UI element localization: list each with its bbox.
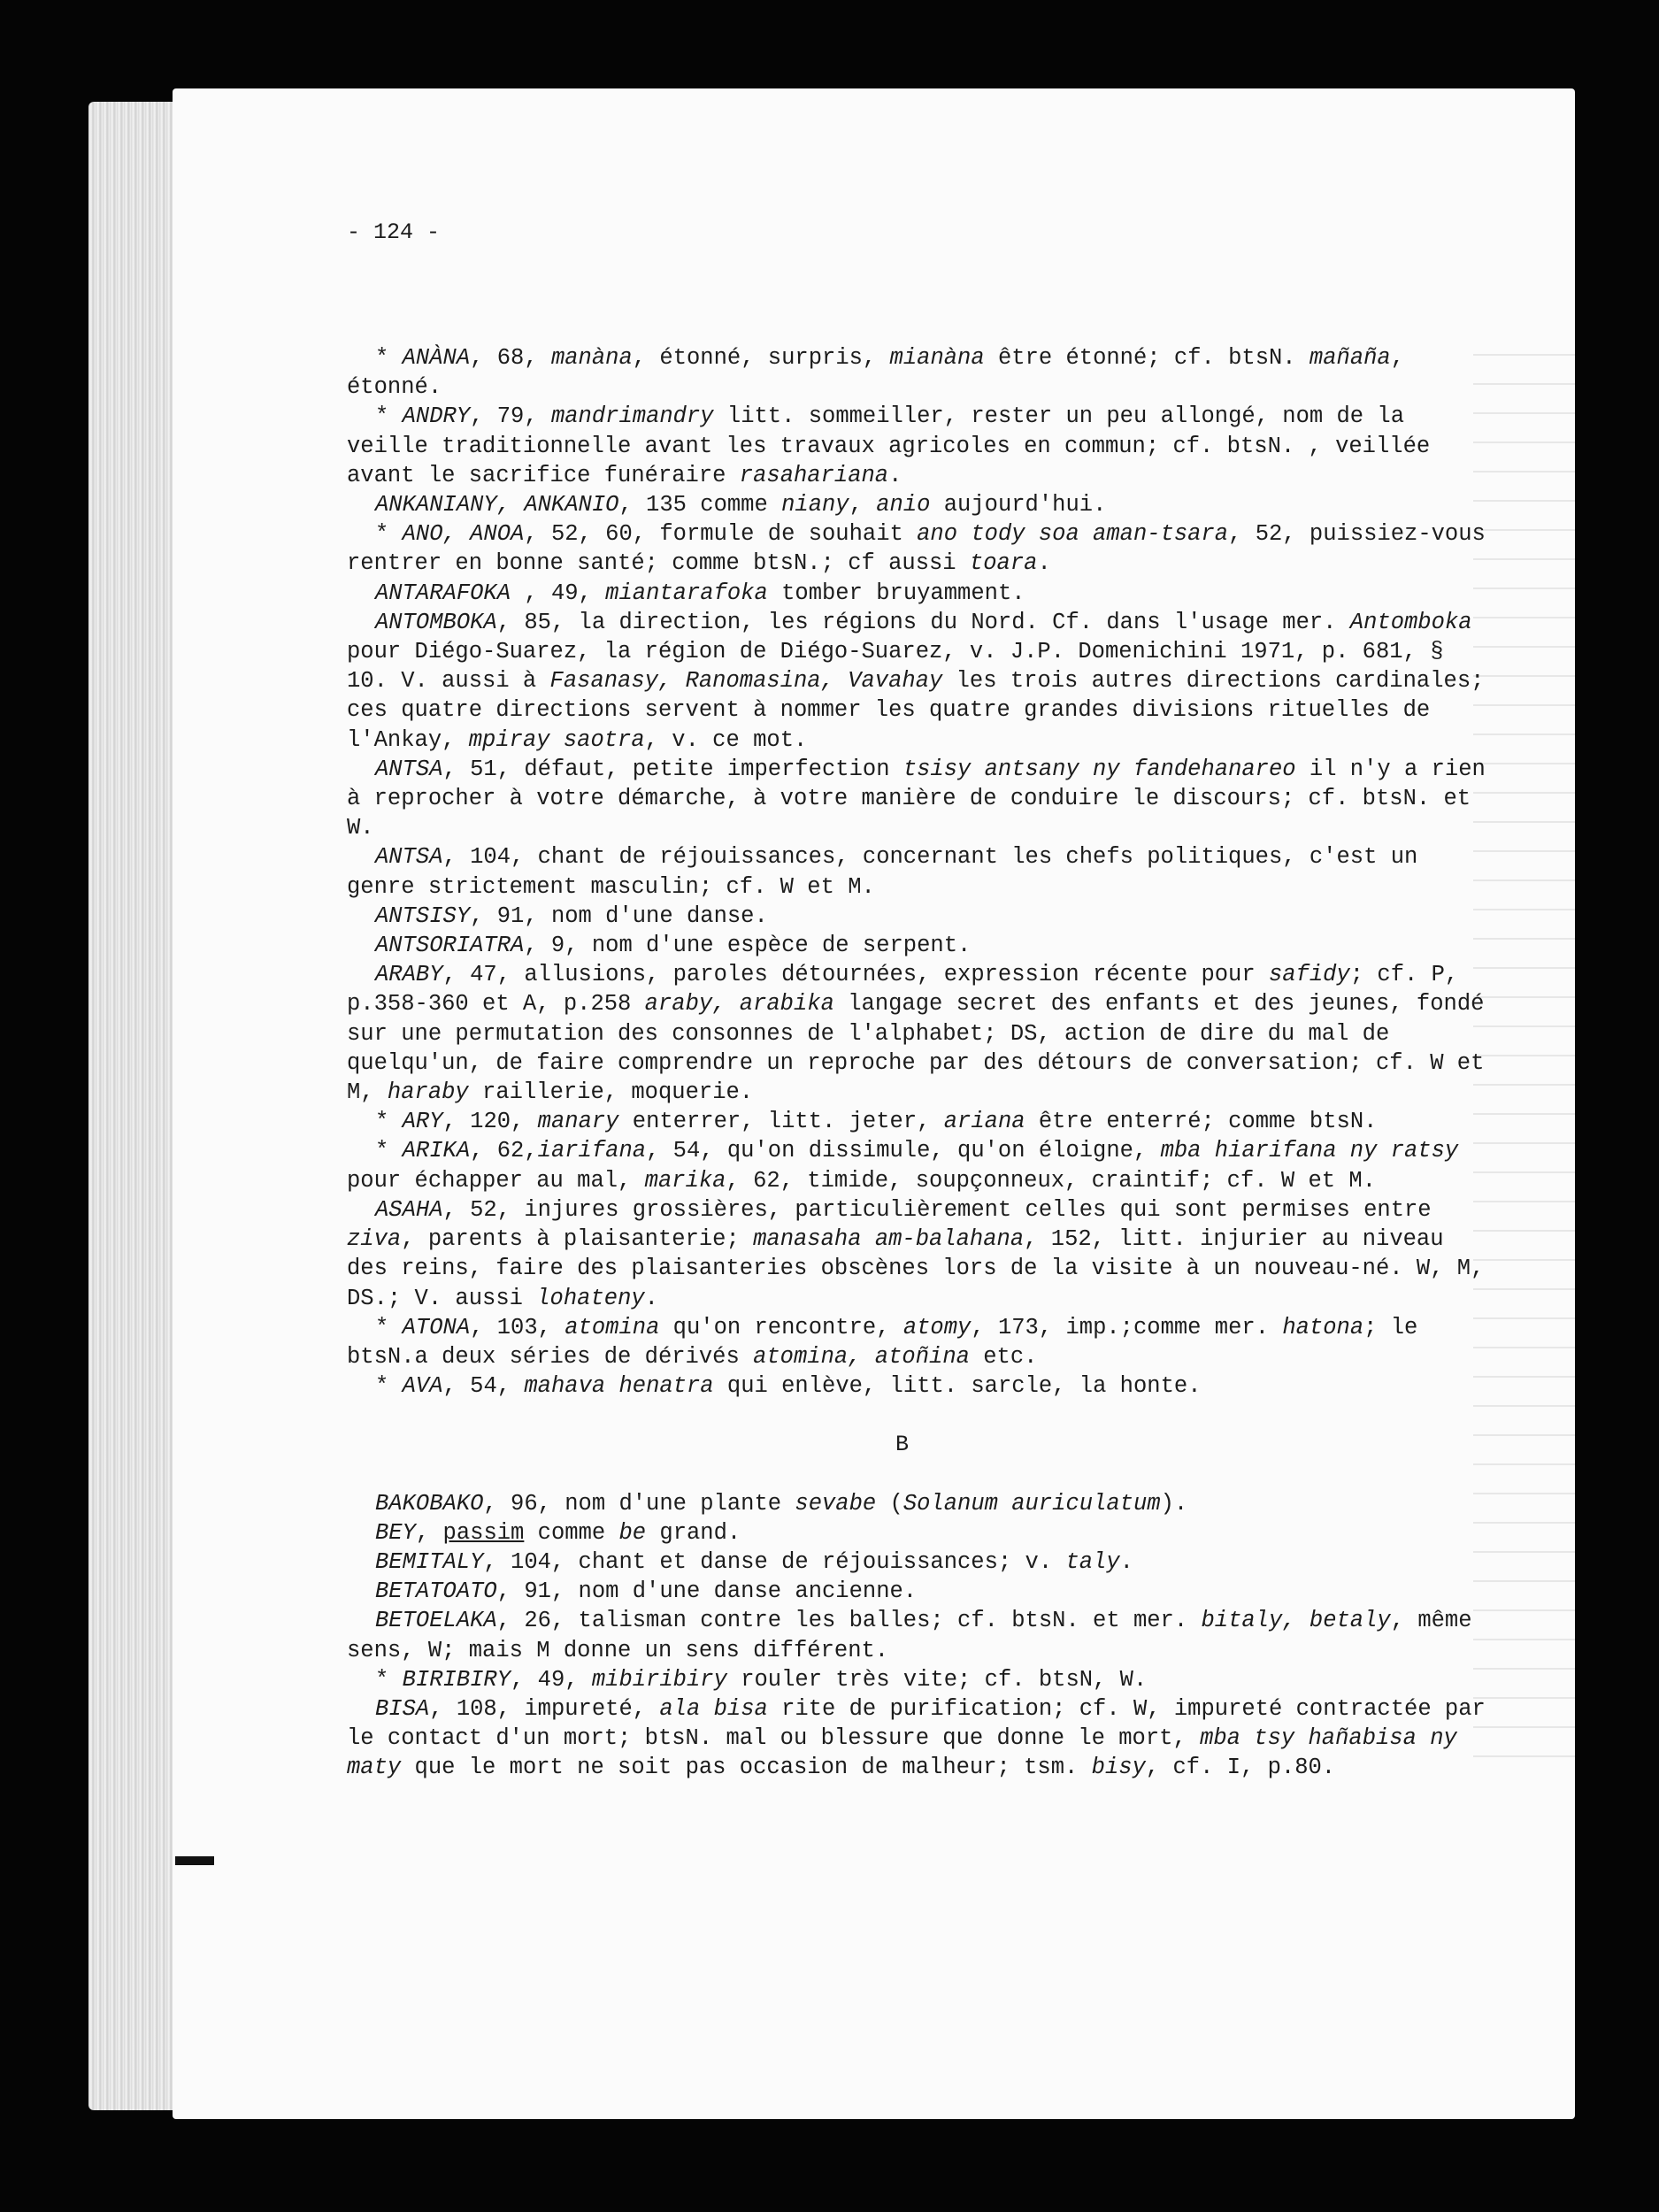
italic-term: manasaha am-balahana xyxy=(753,1226,1025,1253)
asterisk-mark: * xyxy=(375,1138,403,1164)
entry-text: tomber bruyamment. xyxy=(767,580,1025,606)
entry-text: , 173, imp.;comme mer. xyxy=(971,1314,1283,1340)
glossary-entries xyxy=(347,343,1488,1783)
entry-text: , 52, injures grossières, particulièrement celles qui sont permises entre xyxy=(442,1196,1432,1223)
entry-text: être étonné; cf. btsN. xyxy=(984,345,1310,371)
italic-term: ano tody soa aman-tsara xyxy=(917,521,1229,548)
entry-text: raillerie, moquerie. xyxy=(468,1079,754,1106)
glossary-entry xyxy=(347,343,1488,402)
entry-text: , 104, chant et danse de réjouissances; v. xyxy=(483,1548,1066,1575)
entry-list-a xyxy=(347,343,1488,1401)
entry-text: , 79, xyxy=(470,403,551,430)
entry-text: rite de purification; cf. W, impureté contractée par le contact d'un mort; btsN. mal ou blessure que donne le mort, xyxy=(347,1695,1486,1752)
italic-term: Fasanasy, Ranomasina, Vavahay xyxy=(549,668,943,695)
entry-headword: BETOELAKA xyxy=(375,1608,497,1634)
entry-headword: AVA xyxy=(402,1373,443,1400)
entry-text: , 91, nom d'une danse ancienne. xyxy=(496,1578,918,1605)
glossary-entry xyxy=(347,931,1488,960)
entry-text: , 51, défaut, petite imperfection xyxy=(442,756,903,782)
entry-text: , 62, xyxy=(470,1138,538,1164)
asterisk-mark: * xyxy=(375,1666,403,1693)
italic-term: mpiray saotra xyxy=(468,726,645,753)
book-page-edges xyxy=(88,102,186,2110)
italic-term: araby, arabika xyxy=(644,991,834,1018)
italic-term: mibiribiry xyxy=(591,1666,727,1693)
italic-term: taly xyxy=(1065,1548,1120,1575)
italic-term: hatona xyxy=(1282,1314,1364,1340)
entry-text: , même sens, W; mais M donne un sens différent. xyxy=(347,1608,1472,1663)
entry-text: , 52, puissiez-vous rentrer en bonne santé; comme btsN.; cf aussi xyxy=(347,521,1486,577)
entry-text: , 108, impureté, xyxy=(429,1695,660,1722)
glossary-entry xyxy=(347,490,1488,519)
entry-headword: BEY xyxy=(375,1519,416,1546)
italic-term: bisy xyxy=(1091,1755,1146,1781)
entry-text: , 54, qu'on dissimule, qu'on éloigne, xyxy=(646,1138,1161,1164)
asterisk-mark: * xyxy=(375,1373,403,1400)
entry-text: , 47, allusions, paroles détournées, expression récente pour xyxy=(442,962,1269,988)
italic-term: atomy xyxy=(902,1314,972,1340)
entry-headword: ANTOMBOKA xyxy=(375,609,497,635)
italic-term: mahava henatra xyxy=(524,1373,714,1400)
entry-text: , étonné, surpris, xyxy=(632,345,890,371)
glossary-entry xyxy=(347,402,1488,490)
entry-text: enterrer, litt. jeter, xyxy=(618,1109,944,1135)
asterisk-mark: * xyxy=(375,1314,403,1340)
glossary-entry xyxy=(347,1371,1488,1401)
entry-text: , 9, nom d'une espèce de serpent. xyxy=(524,933,972,959)
glossary-entry xyxy=(347,1313,1488,1371)
italic-term: mba hiarifana ny ratsy xyxy=(1160,1138,1459,1164)
entry-text: pour échapper au mal, xyxy=(347,1167,645,1194)
entry-text: ( xyxy=(876,1490,903,1517)
entry-headword: ASAHA xyxy=(375,1196,443,1223)
italic-term: anio xyxy=(876,492,931,518)
entry-text: , 62, timide, soupçonneux, craintif; cf. W et M. xyxy=(726,1167,1377,1194)
entry-headword: ANTSA xyxy=(375,756,443,782)
italic-term: atomina xyxy=(565,1314,660,1340)
entry-headword: ARIKA xyxy=(402,1138,471,1164)
glossary-entry xyxy=(347,1489,1488,1518)
entry-headword: BISA xyxy=(375,1695,430,1722)
glossary-entry xyxy=(347,1195,1488,1313)
entry-headword: ANKANIANY, ANKANIO xyxy=(375,492,619,518)
entry-text: qui enlève, litt. sarcle, la honte. xyxy=(713,1373,1202,1400)
italic-term: Antomboka xyxy=(1349,609,1472,635)
glossary-entry xyxy=(347,579,1488,608)
italic-term: atomina, atoñina xyxy=(753,1343,970,1370)
italic-term: marika xyxy=(644,1167,726,1194)
italic-term: mba tsy hañabisa ny maty xyxy=(347,1725,1457,1781)
entry-headword: ATONA xyxy=(402,1314,471,1340)
entry-text: , v. ce mot. xyxy=(644,726,808,753)
entry-text: , 135 comme xyxy=(618,492,782,518)
entry-text: aujourd'hui. xyxy=(930,492,1107,518)
entry-text: qu'on rencontre, xyxy=(659,1314,903,1340)
italic-term: lohateny xyxy=(536,1285,645,1311)
italic-term: iarifana xyxy=(537,1138,647,1164)
glossary-entry xyxy=(347,608,1488,755)
section-heading-b: B xyxy=(895,1432,909,1458)
entry-text: , xyxy=(849,492,877,518)
glossary-entry xyxy=(347,1518,1488,1548)
italic-term: mianàna xyxy=(889,345,985,371)
entry-text: , 54, xyxy=(442,1373,525,1400)
entry-headword: BEMITALY xyxy=(375,1548,484,1575)
italic-term: be xyxy=(618,1519,647,1546)
glossary-entry xyxy=(347,1577,1488,1606)
entry-headword: ANTSISY xyxy=(375,902,471,929)
entry-headword: BETATOATO xyxy=(375,1578,497,1605)
entry-headword: ANTARAFOKA xyxy=(375,580,511,606)
glossary-entry xyxy=(347,1694,1488,1783)
glossary-entry xyxy=(347,519,1488,578)
entry-text: , 85, la direction, les régions du Nord. Cf. dans l'usage mer. xyxy=(496,609,1350,635)
glossary-entry xyxy=(347,1665,1488,1694)
entry-text: , 49, xyxy=(511,580,606,606)
italic-term: ziva xyxy=(347,1226,402,1253)
underlined-term: passim xyxy=(442,1519,525,1546)
bleed-through-text xyxy=(1473,354,1659,1770)
entry-text: , 103, xyxy=(470,1314,565,1340)
asterisk-mark: * xyxy=(375,521,403,548)
entry-text: grand. xyxy=(646,1519,741,1546)
entry-headword: ANO, ANOA xyxy=(402,521,525,548)
page-number: - 124 - xyxy=(347,219,441,245)
entry-list-b xyxy=(347,1489,1488,1783)
entry-text: litt. sommeiller, rester un peu allongé, nom de la veille traditionnelle avant les travaux agricoles en commun; cf. btsN. , veillée avant le sacrifice funéraire xyxy=(347,403,1431,488)
entry-text: , 52, 60, formule de souhait xyxy=(524,521,918,548)
entry-text: , cf. I, p.80. xyxy=(1145,1755,1336,1781)
italic-term: manary xyxy=(537,1109,619,1135)
italic-term: bitaly, betaly xyxy=(1201,1608,1391,1634)
glossary-entry xyxy=(347,1107,1488,1136)
glossary-entry xyxy=(347,1606,1488,1664)
entry-headword: BAKOBAKO xyxy=(375,1490,484,1517)
page-marker xyxy=(175,1856,214,1865)
entry-text: être enterré; comme btsN. xyxy=(1025,1109,1378,1135)
entry-text: ; cf. P, p.358-360 et A, p.258 xyxy=(347,962,1459,1018)
entry-text: , 152, litt. injurier au niveau des reins, faire des plaisanteries obscènes lors de la visite à un nouveau-né. W, M, DS.; V. aussi xyxy=(347,1226,1485,1311)
entry-text: , parents à plaisanterie; xyxy=(401,1226,754,1253)
glossary-entry xyxy=(347,755,1488,843)
glossary-entry xyxy=(347,1548,1488,1577)
entry-text: , 26, talisman contre les balles; cf. btsN. et mer. xyxy=(496,1608,1202,1634)
entry-text: , 68, xyxy=(470,345,551,371)
italic-term: haraby xyxy=(387,1079,469,1106)
glossary-entry xyxy=(347,1136,1488,1194)
asterisk-mark: * xyxy=(375,1109,403,1135)
italic-term: niany xyxy=(781,492,849,518)
entry-text: il n'y a rien à reprocher à votre démarche, à votre manière de conduire le discours; cf. btsN. et W. xyxy=(347,756,1486,841)
entry-headword: ARABY xyxy=(375,962,443,988)
italic-term: safidy xyxy=(1268,962,1350,988)
italic-term: tsisy antsany ny fandehanareo xyxy=(902,756,1296,782)
entry-text: comme xyxy=(524,1519,619,1546)
glossary-entry xyxy=(347,902,1488,931)
entry-text: langage secret des enfants et des jeunes, fondé sur une permutation des consonnes de l'alphabet; DS, action de dire du mal de quelqu'un, de faire comprendre un reproche par des détours de conversation; cf. W et M, xyxy=(347,991,1485,1106)
entry-headword: ANTSORIATRA xyxy=(375,933,525,959)
italic-term: rasahariana xyxy=(739,462,889,488)
italic-term: ariana xyxy=(943,1109,1025,1135)
entry-text: , 104, chant de réjouissances, concernant les chefs politiques, c'est un genre strictement masculin; cf. W et M. xyxy=(347,844,1418,900)
entry-headword: BIRIBIRY xyxy=(402,1666,511,1693)
entry-text: , 120, xyxy=(442,1109,538,1135)
asterisk-mark: * xyxy=(375,403,403,430)
entry-text: , 96, nom d'une plante xyxy=(483,1490,795,1517)
entry-text: rouler très vite; cf. btsN, W. xyxy=(726,1666,1148,1693)
entry-text: pour Diégo-Suarez, la région de Diégo-Suarez, v. J.P. Domenichini 1971, p. 681, § 10. V. aussi à xyxy=(347,639,1444,695)
italic-term: manàna xyxy=(550,345,633,371)
glossary-entry xyxy=(347,842,1488,901)
entry-text: , étonné. xyxy=(347,345,1405,401)
italic-term: toara xyxy=(969,550,1038,577)
entry-text: . xyxy=(1119,1548,1133,1575)
entry-text: . xyxy=(1037,550,1051,577)
entry-text: , 49, xyxy=(511,1666,592,1693)
italic-term: mañaña xyxy=(1309,345,1391,371)
entry-text: ; le btsN.a deux séries de dérivés xyxy=(347,1314,1418,1370)
entry-headword: ANTSA xyxy=(375,844,443,871)
entry-headword: ANDRY xyxy=(402,403,471,430)
entry-text: , xyxy=(415,1519,443,1546)
entry-headword: ANÀNA xyxy=(402,345,471,371)
entry-text: . xyxy=(644,1285,658,1311)
glossary-entry xyxy=(347,960,1488,1107)
entry-text: ). xyxy=(1160,1490,1188,1517)
entry-text: . xyxy=(888,462,902,488)
entry-text: etc. xyxy=(969,1343,1038,1370)
italic-term: miantarafoka xyxy=(605,580,768,606)
entry-text: que le mort ne soit pas occasion de malheur; tsm. xyxy=(401,1755,1092,1781)
asterisk-mark: * xyxy=(375,345,403,371)
entry-headword: ARY xyxy=(402,1109,443,1135)
entry-text: les trois autres directions cardinales; ces quatre directions servent à nommer les quatre grandes divisions rituelles de l'Ankay, xyxy=(347,668,1485,753)
entry-text: , 91, nom d'une danse. xyxy=(470,902,768,929)
italic-term: sevabe xyxy=(795,1490,877,1517)
italic-term: ala bisa xyxy=(659,1695,768,1722)
italic-term: mandrimandry xyxy=(550,403,714,430)
italic-term: Solanum auriculatum xyxy=(902,1490,1161,1517)
